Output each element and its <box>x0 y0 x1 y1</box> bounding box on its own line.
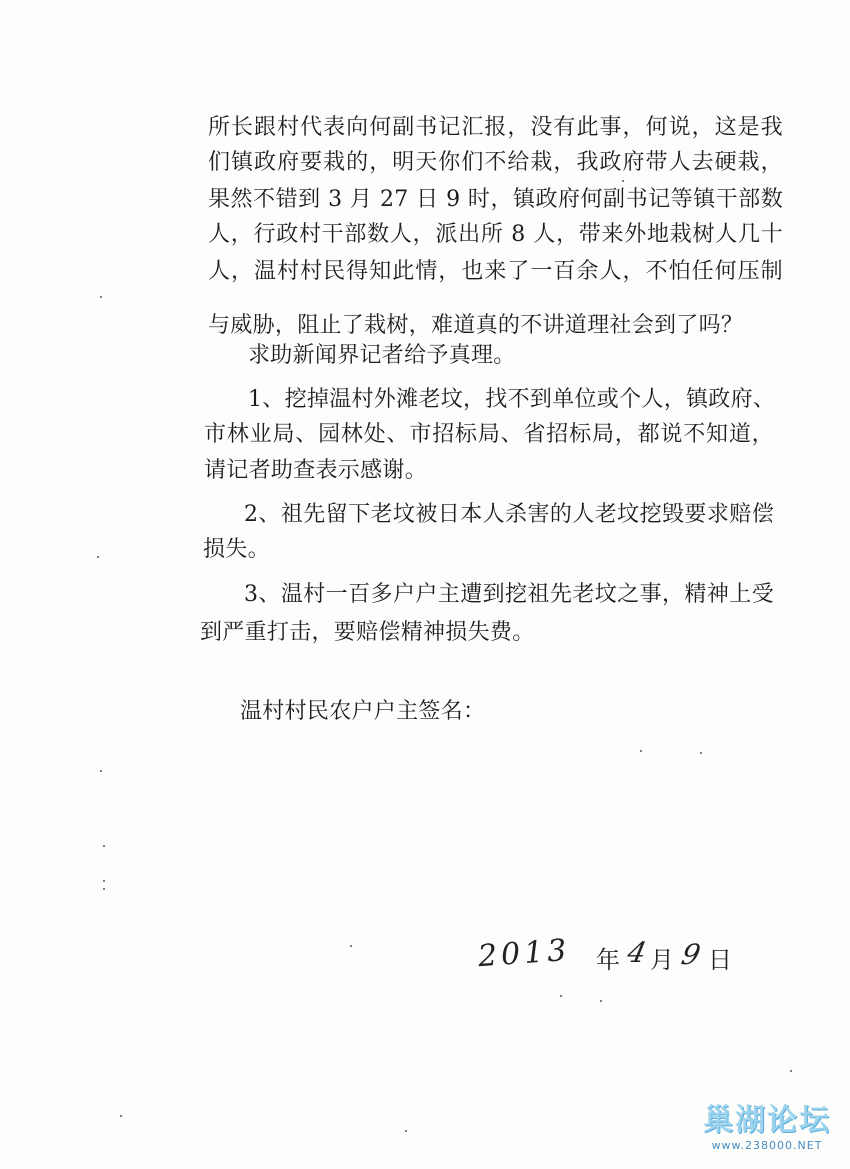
scan-speck <box>103 845 105 847</box>
scan-speck <box>600 1000 602 1002</box>
scan-speck <box>560 995 562 997</box>
body-line-2: 们镇政府要栽的，明天你们不给栽，我政府带人去硬栽， <box>208 150 783 175</box>
item1-line-2: 市林业局、园林处、市招标局、省招标局，都说不知道， <box>204 422 774 447</box>
scan-speck <box>100 770 102 772</box>
signature-label: 温村村民农户户主签名： <box>240 699 486 724</box>
body-line-1: 所长跟村代表向何副书记汇报，没有此事，何说，这是我 <box>208 115 783 140</box>
body-line-4: 人，行政村干部数人，派出所 8 人，带来外地栽树人几十 <box>208 222 783 247</box>
scan-speck <box>700 752 702 754</box>
scan-speck <box>120 1115 122 1117</box>
date-year-unit: 年 <box>596 946 620 974</box>
date-month-unit: 月 <box>650 946 674 974</box>
watermark-logo: 巢湖论坛 <box>703 1103 831 1138</box>
date-month: 4 <box>624 936 650 969</box>
scan-speck <box>790 1070 792 1072</box>
item1-line-1: 1、挖掉温村外滩老坟，找不到单位或个人，镇政府、 <box>248 387 776 412</box>
body-line-3: 果然不错到 3 月 27 日 9 时，镇政府何副书记等镇干部数 <box>208 187 783 212</box>
item1-line-3: 请记者助查表示感谢。 <box>204 458 428 483</box>
scan-speck <box>622 180 624 182</box>
scan-speck <box>640 750 642 752</box>
body-line-5: 人，温村村民得知此情，也来了一百余人，不怕任何压制 <box>208 259 783 284</box>
scan-speck <box>103 888 105 890</box>
scan-speck <box>350 945 352 947</box>
scan-speck <box>405 1130 407 1132</box>
watermark-url: www.238000.NET <box>711 1139 823 1152</box>
date-day-unit: 日 <box>708 946 732 974</box>
appeal-line: 求助新闻界记者给予真理。 <box>248 343 516 368</box>
scan-speck <box>100 296 102 298</box>
item3-line-2: 到严重打击，要赔偿精神损失费。 <box>200 620 535 645</box>
item2-line-1: 2、祖先留下老坟被日本人杀害的人老坟挖毁要求赔偿 <box>244 502 774 527</box>
body-line-6: 与威胁，阻止了栽树，难道真的不讲道理社会到了吗？ <box>208 313 744 338</box>
scan-speck <box>97 556 99 558</box>
date-year: 2013 <box>476 932 572 975</box>
scan-speck <box>103 880 105 882</box>
watermark <box>692 1103 842 1163</box>
date-day: 9 <box>678 938 704 971</box>
item3-line-1: 3、温村一百多户户主遭到挖祖先老坟之事，精神上受 <box>244 582 774 607</box>
item2-line-2: 损失。 <box>203 537 270 562</box>
